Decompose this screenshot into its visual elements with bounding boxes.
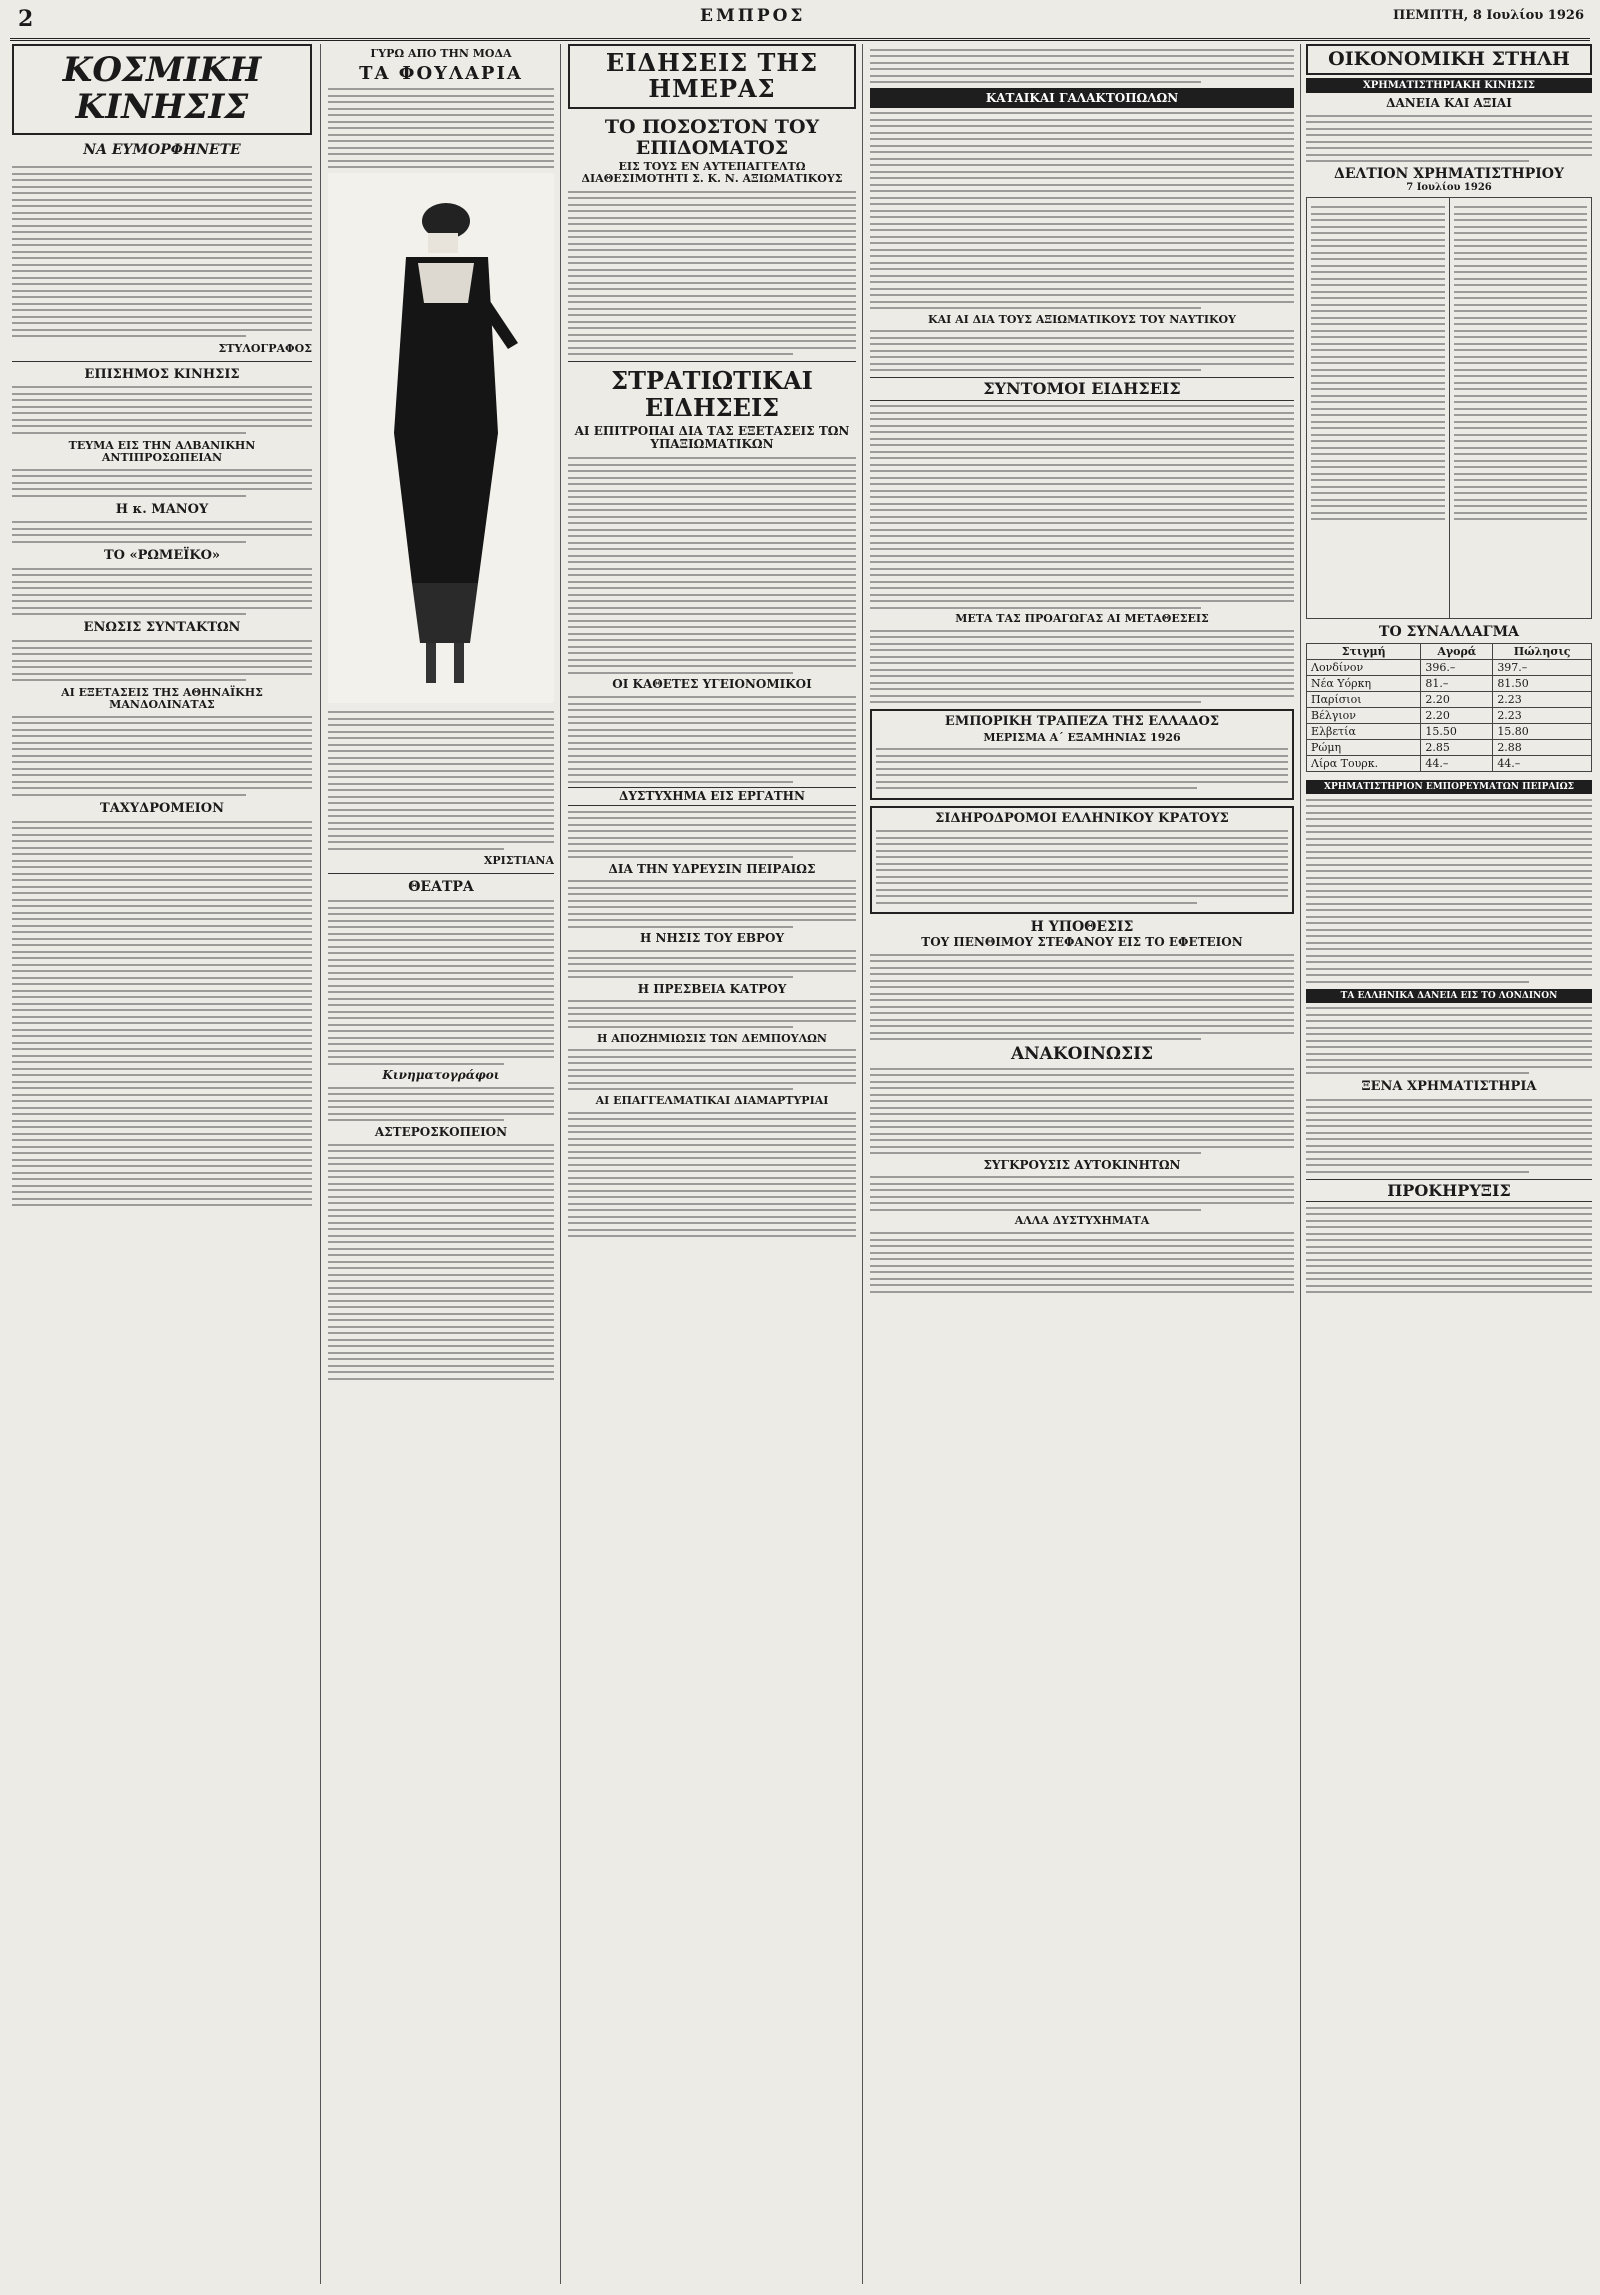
- moda-kicker: ΓΥΡΩ ΑΠΟ ΤΗΝ ΜΟΔΑ: [370, 47, 512, 60]
- diamartyriai-text: [568, 1112, 856, 1238]
- fx-currency: Λονδίνον: [1307, 660, 1421, 676]
- heading-syntroksis: ΣΥΓΚΡΟΥΣΙΣ ΑΥΤΟΚΙΝΗΤΩΝ: [983, 1157, 1181, 1172]
- heading-enosis: ΕΝΩΣΙΣ ΣΥΝΤΑΚΤΩΝ: [83, 620, 241, 636]
- fx-currency: Βέλγιον: [1307, 708, 1421, 724]
- heading-evrou: Η ΝΗΣΙΣ ΤΟΥ ΕΒΡΟΥ: [639, 931, 785, 946]
- asteroskopeion-text: [328, 1144, 554, 1380]
- heading-xena: ΞΕΝΑ ΧΡΗΜΑΤΙΣΤΗΡΙΑ: [1361, 1079, 1537, 1095]
- oikonomiki-banner: ΟΙΚΟΝΟΜΙΚΗ ΣΤΗΛΗ: [1306, 44, 1592, 75]
- heading-asteroskopeion: ΑΣΤΕΡΟΣΚΟΠΕΙΟΝ: [374, 1124, 508, 1139]
- heading-ydreusis: ΔΙΑ ΤΗΝ ΥΔΡΕΥΣΙΝ ΠΕΙΡΑΙΩΣ: [608, 861, 816, 876]
- column-moda: [328, 44, 554, 2284]
- anakoinosis-text: [870, 1068, 1294, 1155]
- heading-ypothesis-sub: ΤΟΥ ΠΕΝΘΙΜΟΥ ΣΤΕΦΑΝΟΥ ΕΙΣ ΤΟ ΕΦΕΤΕΙΟΝ: [921, 934, 1243, 949]
- heading-emporevmaton: ΧΡΗΜΑΤΙΣΤΗΡΙΟΝ ΕΜΠΟΡΕΥΜΑΤΩΝ ΠΕΙΡΑΙΩΣ: [1306, 780, 1592, 794]
- column-divider: [560, 44, 561, 2284]
- ergati-text: [568, 811, 856, 859]
- fashion-illustration: [328, 173, 554, 703]
- fx-currency: Ρώμη: [1307, 740, 1421, 756]
- syntroksis-text: [870, 1176, 1294, 1211]
- column-divider: [1300, 44, 1301, 2284]
- heading-pososton-sub: ΕΙΣ ΤΟΥΣ ΕΝ ΑΥΤΕΠΑΓΓΕΛΤΩ ΔΙΑΘΕΣΙΜΟΤΗΤΙ Σ. Κ. Ν. ΑΞΙΩΜΑΤΙΚΟΥΣ: [581, 159, 843, 185]
- fx-buy: 81.–: [1421, 676, 1493, 692]
- theatra-text: [328, 900, 554, 1065]
- deltion-quote-table: [1306, 197, 1592, 619]
- fx-currency: Νέα Υόρκη: [1307, 676, 1421, 692]
- romeiko-text: [12, 568, 312, 616]
- deltion-date: 7 Ιουλίου 1926: [1406, 181, 1492, 193]
- fx-sell: 2.23: [1493, 708, 1592, 724]
- syntomoi-text: [870, 405, 1294, 609]
- taxydromeion-text: [12, 821, 312, 1207]
- fx-buy: 396.–: [1421, 660, 1493, 676]
- heading-alla: ΑΛΛΑ ΔΥΣΤΥΧΗΜΑΤΑ: [1014, 1214, 1150, 1228]
- oikonomiki-subbanner: ΧΡΗΜΑΤΙΣΤΗΡΙΑΚΗ ΚΙΝΗΣΙΣ: [1306, 78, 1592, 93]
- column-kosmiki: [12, 44, 312, 2284]
- heading-romeiko: ΤΟ «ΡΩΜΕΪΚΟ»: [103, 547, 221, 563]
- evrou-text: [568, 950, 856, 978]
- heading-theatra: ΘΕΑΤΡΑ: [408, 879, 474, 896]
- fx-header-row: [1307, 644, 1592, 660]
- heading-ypothesis: Η ΥΠΟΘΕΣΙΣ: [1030, 919, 1134, 936]
- alla-text: [870, 1232, 1294, 1293]
- table-row: [1307, 708, 1592, 724]
- kosmiki-signature: ΣΤΥΛΟΓΡΑΦΟΣ: [218, 341, 312, 355]
- page-number: 2: [18, 6, 34, 32]
- heading-deltion: ΔΕΛΤΙΟΝ ΧΡΗΜΑΤΙΣΤΗΡΙΟΥ: [1334, 165, 1564, 182]
- trapeza-text: [876, 748, 1288, 789]
- daneia-text: [1306, 115, 1592, 163]
- heading-syntomoi: ΣΥΝΤΟΜΟΙ ΕΙΔΗΣΕΙΣ: [870, 377, 1294, 401]
- heading-epitropai: ΑΙ ΕΠΙΤΡΟΠΑΙ ΔΙΑ ΤΑΣ ΕΞΕΤΑΣΕΙΣ ΤΩΝ ΥΠΑΞΙΩΜΑΤΙΚΩΝ: [574, 424, 850, 452]
- xena-text: [1306, 1099, 1592, 1173]
- sidirodromoi-text: [876, 830, 1288, 904]
- heading-anakoinosis: ΑΝΑΚΟΙΝΩΣΙΣ: [1010, 1043, 1154, 1064]
- column-eidiseis: [568, 44, 856, 2284]
- table-row: [1307, 692, 1592, 708]
- fx-currency: Λίρα Τουρκ.: [1307, 756, 1421, 772]
- fx-currency: Ελβετία: [1307, 724, 1421, 740]
- fx-buy: 44.–: [1421, 756, 1493, 772]
- fx-sell: 44.–: [1493, 756, 1592, 772]
- table-row: [1307, 740, 1592, 756]
- pososton-text: [568, 191, 856, 356]
- heading-manou: Η κ. ΜΑΝΟΥ: [115, 501, 209, 517]
- heading-stratiotikai: ΣΤΡΑΤΙΩΤΙΚΑΙ ΕΙΔΗΣΕΙΣ: [611, 366, 813, 422]
- kinematografoi-text: [328, 1087, 554, 1122]
- fx-buy: 2.20: [1421, 708, 1493, 724]
- heading-metatheseis: ΜΕΤΑ ΤΑΣ ΠΡΟΑΓΩΓΑΣ ΑΙ ΜΕΤΑΘΕΣΕΙΣ: [955, 612, 1209, 626]
- heading-sidirodromoi: ΣΙΔΗΡΟΔΡΟΜΟΙ ΕΛΛΗΝΙΚΟΥ ΚΡΑΤΟΥΣ: [935, 810, 1229, 826]
- heading-synallagma: ΤΟ ΣΥΝΑΛΛΑΓΜΑ: [1379, 623, 1519, 640]
- stratiotikai-text: [568, 457, 856, 674]
- trapeza-notice: [870, 709, 1294, 799]
- manou-text: [12, 521, 312, 543]
- moda-body-text: [328, 711, 554, 850]
- daneia-londino-text: [1306, 1007, 1592, 1074]
- trapeza-subtitle: ΜΕΡΙΣΜΑ Α΄ ΕΞΑΜΗΝΙΑΣ 1926: [983, 730, 1181, 744]
- moda-signature: ΧΡΙΣΤΙΑΝΑ: [483, 854, 554, 868]
- heading-kathetes: ΟΙ ΚΑΘΕΤΕΣ ΥΓΕΙΟΝΟΜΙΚΟΙ: [612, 677, 812, 692]
- table-row: [1307, 724, 1592, 740]
- fx-header: Πώλησις: [1493, 644, 1592, 660]
- eidiseis-banner: ΕΙΔΗΣΕΙΣ ΤΗΣ ΗΜΕΡΑΣ: [568, 44, 856, 109]
- heading-axiomatikous: ΚΑΙ ΑΙ ΔΙΑ ΤΟΥΣ ΑΞΙΩΜΑΤΙΚΟΥΣ ΤΟΥ ΝΑΥΤΙΚΟΥ: [928, 312, 1236, 326]
- fx-buy: 2.85: [1421, 740, 1493, 756]
- fx-sell: 15.80: [1493, 724, 1592, 740]
- deltion-quote-table-left: [1307, 198, 1450, 618]
- heading-prokiryxis: ΠΡΟΚΗΡΥΞΙΣ: [1306, 1179, 1592, 1203]
- fx-header: Αγορά: [1421, 644, 1493, 660]
- moda-intro-text: [328, 88, 554, 168]
- heading-taxydromeion: ΤΑΧΥΔΡΟΜΕΙΟΝ: [100, 800, 224, 816]
- column-divider: [862, 44, 863, 2284]
- page-header: [0, 0, 1600, 42]
- fx-currency: Παρίσιοι: [1307, 692, 1421, 708]
- heading-apozimiosis: Η ΑΠΟΖΗΜΙΩΣΙΣ ΤΩΝ ΔΕΜΠΟΥΛΩΝ: [597, 1031, 827, 1045]
- table-row: [1307, 660, 1592, 676]
- heading-presveia: Η ΠΡΕΣΒΕΙΑ ΚΑΤΡΟΥ: [637, 981, 787, 996]
- heading-trapeza: ΕΜΠΟΡΙΚΗ ΤΡΑΠΕΖΑ ΤΗΣ ΕΛΛΑΔΟΣ: [944, 714, 1220, 730]
- heading-episimos: ΕΠΙΣΗΜΟΣ ΚΙΝΗΣΙΣ: [84, 366, 240, 382]
- synallagma-table: [1306, 643, 1592, 772]
- fx-buy: 2.20: [1421, 692, 1493, 708]
- heading-kinematografoi: Κινηματογράφοι: [382, 1068, 500, 1083]
- kathetes-text: [568, 696, 856, 783]
- issue-date: ΠΕΜΠΤΗ, 8 Ιουλίου 1926: [1392, 8, 1584, 23]
- kosmiki-title: ΚΟΣΜΙΚΗ ΚΙΝΗΣΙΣ: [12, 44, 312, 135]
- column-syntomoi: [870, 44, 1294, 2284]
- enosis-text: [12, 640, 312, 681]
- heading-galaktopolon: ΚΑΤΑΙΚΑΙ ΓΑΛΑΚΤΟΠΩΛΩΝ: [870, 88, 1294, 108]
- kosmiki-subtitle: ΝΑ ΕΥΜΟΡΦΗΝΕΤΕ: [83, 141, 241, 158]
- masthead: ΕΜΠΡΟΣ: [700, 6, 806, 26]
- heading-theatre: ΤΕΥΜΑ ΕΙΣ ΤΗΝ ΑΛΒΑΝΙΚΗΝ ΑΝΤΙΠΡΟΣΩΠΕΙΑΝ: [68, 438, 256, 465]
- table-row: [1307, 676, 1592, 692]
- top-text: [870, 49, 1294, 84]
- exetaseis-text: [12, 716, 312, 796]
- fx-sell: 2.88: [1493, 740, 1592, 756]
- emporevmaton-text: [1306, 799, 1592, 983]
- heading-ergati: ΔΥΣΤΥΧΗΜΑ ΕΙΣ ΕΡΓΑΤΗΝ: [568, 787, 856, 806]
- moda-title: ΤΑ ΦΟΥΛΑΡΙΑ: [359, 63, 523, 85]
- kosmiki-article-text: [12, 166, 312, 337]
- table-row: [1307, 756, 1592, 772]
- galaktopolon-text: [870, 112, 1294, 309]
- column-oikonomiki: [1306, 44, 1592, 2284]
- fx-sell: 397.–: [1493, 660, 1592, 676]
- heading-pososton: ΤΟ ΠΟΣΟΣΤΟΝ ΤΟΥ ΕΠΙΔΟΜΑΤΟΣ: [604, 115, 820, 159]
- heading-daneia: ΔΑΝΕΙΑ ΚΑΙ ΑΞΙΑΙ: [1386, 95, 1512, 110]
- deltion-quote-table-right: [1450, 198, 1592, 618]
- heading-exetaseis: ΑΙ ΕΞΕΤΑΣΕΙΣ ΤΗΣ ΑΘΗΝΑΪΚΗΣ ΜΑΝΔΟΛΙΝΑΤΑΣ: [61, 686, 263, 712]
- fx-buy: 15.50: [1421, 724, 1493, 740]
- episimos-text: [12, 386, 312, 434]
- header-rule: [10, 38, 1590, 41]
- heading-diamartyriai: ΑΙ ΕΠΑΓΓΕΛΜΑΤΙΚΑΙ ΔΙΑΜΑΡΤΥΡΙΑΙ: [595, 1093, 829, 1107]
- presveia-text: [568, 1000, 856, 1028]
- ypothesis-text: [870, 954, 1294, 1041]
- column-divider: [320, 44, 321, 2284]
- metatheseis-text: [870, 630, 1294, 704]
- fx-sell: 2.23: [1493, 692, 1592, 708]
- fx-header: Στιγμή: [1307, 644, 1421, 660]
- axiomatikous-text: [870, 330, 1294, 371]
- fx-sell: 81.50: [1493, 676, 1592, 692]
- prokiryxis-text: [1306, 1207, 1592, 1294]
- ydreusis-text: [568, 880, 856, 928]
- theatre-text: [12, 469, 312, 497]
- heading-daneia-londino: ΤΑ ΕΛΛΗΝΙΚΑ ΔΑΝΕΙΑ ΕΙΣ ΤΟ ΛΟΝΔΙΝΟΝ: [1306, 989, 1592, 1003]
- apozimiosis-text: [568, 1049, 856, 1090]
- sidirodromoi-notice: [870, 806, 1294, 915]
